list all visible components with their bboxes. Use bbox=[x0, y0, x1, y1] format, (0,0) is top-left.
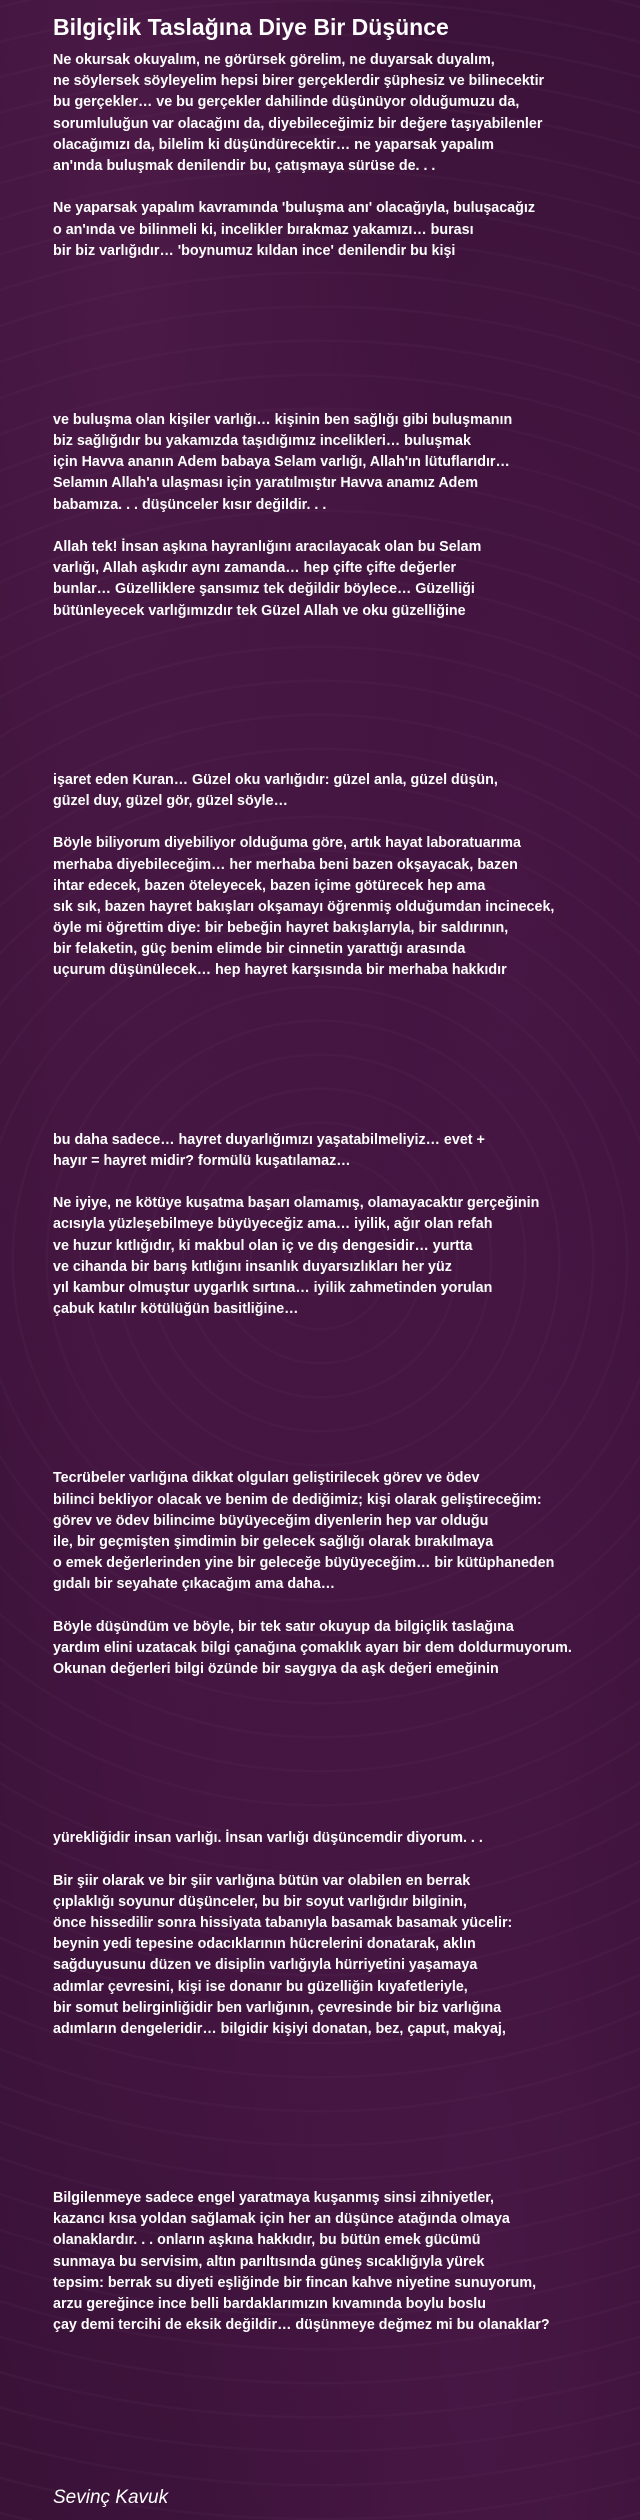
poem-line: çıplaklığı soyunur düşünceler, bu bir soyut varlığıdır bilginin, bbox=[53, 1893, 467, 1910]
poem-line: çay demi tercihi de eksik değildir… düşünmeye değmez mi bu olanaklar? bbox=[53, 2317, 550, 2334]
stanza bbox=[53, 537, 632, 622]
poem-line: görev ve ödev bilincime büyüyeceğim diyenlerin hep var olduğu bbox=[53, 1512, 489, 1529]
poem-line: için Havva ananın Adem babaya Selam varlığı, Allah'ın lütuflarıdır… bbox=[53, 454, 510, 471]
poem-line: bir somut belirginliğidir ben varlığının, çevresinde bir biz varlığına bbox=[53, 1999, 502, 2016]
stanza-spacer bbox=[53, 1595, 632, 1616]
poem-line: bu daha sadece… hayret duyarlığımızı yaşatabilmeliyiz… evet + bbox=[53, 1131, 485, 1148]
stanza-spacer bbox=[53, 1172, 632, 1193]
poem-line: çabuk katılır kötülüğün basitliğine… bbox=[53, 1301, 299, 1318]
poem-line: Bir şiir olarak ve bir şiir varlığına bütün var olabilen en berrak bbox=[53, 1872, 471, 1889]
poem-line: ve cihanda bir barış kıtlığını insanlık duyarsızlıkları her yüz bbox=[53, 1258, 452, 1275]
stanza bbox=[53, 1468, 632, 1595]
poem-line: yürekliğidir insan varlığı. İnsan varlığı düşüncemdir diyorum. . . bbox=[53, 1830, 483, 1847]
poem-line: yardım elini uzatacak bilgi çanağına çomaklık ayarı bir dem doldurmuyorum. bbox=[53, 1639, 572, 1656]
stanza-spacer bbox=[53, 262, 632, 410]
poem-line: ile, bir geçmişten şimdimin bir gelecek sağlığı olarak bırakılmaya bbox=[53, 1533, 494, 1550]
stanza bbox=[53, 198, 632, 262]
stanza-spacer bbox=[53, 1849, 632, 1870]
poem-line: babamıza. . . düşünceler kısır değildir. . . bbox=[53, 496, 327, 513]
poem-line: sağduyusunu düzen ve disiplin varlığıyla hürriyetini yaşamaya bbox=[53, 1957, 478, 1974]
poem-line: kazancı kısa yoldan sağlamak için her an düşünce atağında olmaya bbox=[53, 2211, 510, 2228]
stanza bbox=[53, 50, 632, 177]
poem-line: ve huzur kıtlığıdır, ki makbul olan iç ve dış dengesidir… yurtta bbox=[53, 1237, 473, 1254]
poem-line: Allah tek! İnsan aşkına hayranlığını aracılayacak olan bu Selam bbox=[53, 539, 482, 555]
poem-line: sorumluluğun var olacağını da, diyebileceğimiz bir değere taşıyabilenler bbox=[53, 115, 543, 132]
poem-author: Sevinç Kavuk bbox=[53, 2487, 169, 2508]
poem-line: adımlar çevresini, kişi ise donanır bu güzelliğin kıyafetleriyle, bbox=[53, 1978, 468, 1995]
poem-line: Böyle düşündüm ve böyle, bir tek satır okuyup da bilgiçlik taslağına bbox=[53, 1618, 514, 1635]
poem-line: Ne okursak okuyalım, ne görürsek görelim, ne duyarsak duyalım, bbox=[53, 52, 495, 68]
poem-line: bu gerçekler… ve bu gerçekler dahilinde düşünüyor olduğumuzu da, bbox=[53, 94, 520, 111]
poem-line: Selamın Allah'a ulaşması için yaratılmıştır Havva anamız Adem bbox=[53, 475, 479, 492]
poem-line: güzel duy, güzel gör, güzel söyle… bbox=[53, 792, 288, 809]
poem-line: Böyle biliyorum diyebiliyor olduğuma göre, artık hayat laboratuarıma bbox=[53, 835, 521, 852]
stanza bbox=[53, 1193, 632, 1320]
stanza bbox=[53, 833, 632, 981]
poem-body bbox=[53, 50, 632, 2336]
poem-line: hayır = hayret midir? formülü kuşatılamaz… bbox=[53, 1152, 351, 1169]
stanza bbox=[53, 410, 632, 516]
poem-line: ne söylersek söyleyelim hepsi birer gerçeklerdir şüphesiz ve bilinecektir bbox=[53, 73, 545, 90]
poem-line: olacağımızı da, bilelim ki düşündürecektir… ne yaparsak yapalım bbox=[53, 136, 494, 153]
poem-line: varlığı, Allah aşkıdır aynı zamanda… hep çifte çifte değerler bbox=[53, 560, 457, 577]
poem-line: o an'ında ve bilinmeli ki, incelikler bırakmaz yakamızı… burası bbox=[53, 221, 474, 238]
stanza-spacer bbox=[53, 1680, 632, 1828]
stanza-spacer bbox=[53, 516, 632, 537]
stanza-spacer bbox=[53, 812, 632, 833]
poem-line: bunlar… Güzelliklere şansımız tek değildir böylece… Güzelliği bbox=[53, 581, 475, 598]
poem-line: acısıyla yüzleşebilmeye büyüyeceğiz ama… iyilik, ağır olan refah bbox=[53, 1216, 493, 1233]
poem-line: ve buluşma olan kişiler varlığı… kişinin ben sağlığı gibi buluşmanın bbox=[53, 411, 513, 428]
poem-line: işaret eden Kuran… Güzel oku varlığıdır: güzel anla, güzel düşün, bbox=[53, 771, 498, 788]
poem-line: bütünleyecek varlığımızdır tek Güzel Allah ve oku güzelliğine bbox=[53, 602, 466, 619]
poem-line: uçurum düşünülecek… hep hayret karşısında bir merhaba hakkıdır bbox=[53, 962, 507, 979]
poem-line: gıdalı bir seyahate çıkacağım ama daha… bbox=[53, 1576, 336, 1593]
stanza-spacer bbox=[53, 1320, 632, 1468]
poem-line: tepsim: berrak su diyeti eşliğinde bir fincan kahve niyetine sunuyorum, bbox=[53, 2274, 537, 2291]
poem-line: Tecrübeler varlığına dikkat olguları geliştirilecek görev ve ödev bbox=[53, 1470, 480, 1487]
stanza bbox=[53, 1130, 632, 1172]
poem-line: önce hissedilir sonra hissiyata tabanıyla basamak basamak yücelir: bbox=[53, 1914, 513, 1931]
poem-line: Bilgilenmeye sadece engel yaratmaya kuşanmış sinsi zihniyetler, bbox=[53, 2190, 495, 2207]
poem-line: yıl kambur olmuştur uygarlık sırtına… iyilik zahmetinden yorulan bbox=[53, 1279, 493, 1296]
poem-line: ihtar edecek, bazen öteleyecek, bazen içime götürecek hep ama bbox=[53, 877, 486, 894]
poem-line: merhaba diyebileceğim… her merhaba beni bazen okşayacak, bazen bbox=[53, 856, 518, 873]
stanza bbox=[53, 1828, 632, 1849]
poem-line: bilinci bekliyor olacak ve benim de dediğimiz; kişi olarak geliştireceğim: bbox=[53, 1491, 542, 1508]
stanza bbox=[53, 2188, 632, 2336]
poem-line: sunmaya bu servisim, altın parıltısında güneş sıcaklığıyla yürek bbox=[53, 2253, 485, 2270]
stanza-spacer bbox=[53, 622, 632, 770]
stanza-spacer bbox=[53, 982, 632, 1130]
stanza bbox=[53, 1617, 632, 1681]
poem-line: beynin yedi tepesine odacıklarının hücrelerini donatarak, aklın bbox=[53, 1936, 476, 1953]
poem-line: an'ında buluşmak denilendir bu, çatışmaya sürüse de. . . bbox=[53, 157, 436, 174]
poem-line: öyle mi öğrettim diye: bir bebeğin hayret bakışlarıyla, bir saldırının, bbox=[53, 920, 509, 937]
poem-line: Ne iyiye, ne kötüye kuşatma başarı olamamış, olamayacaktır gerçeğinin bbox=[53, 1195, 540, 1212]
poem-line: Okunan değerleri bilgi özünde bir saygıya da aşk değeri emeğinin bbox=[53, 1661, 499, 1677]
stanza bbox=[53, 770, 632, 812]
stanza-spacer bbox=[53, 177, 632, 198]
poem-line: bir biz varlığıdır… 'boynumuz kıldan ince' denilendir bu kişi bbox=[53, 242, 456, 259]
poem-line: sık sık, bazen hayret bakışları okşamayı öğrenmiş olduğumdan incinecek, bbox=[53, 898, 555, 915]
poem-line: o emek değerlerinden yine bir geleceğe büyüyeceğim… bir kütüphaneden bbox=[53, 1555, 555, 1572]
poem-line: arzu gereğince ince belli bardaklarımızın kıvamında boylu boslu bbox=[53, 2296, 487, 2312]
poem-title: Bilgiçlik Taslağına Diye Bir Düşünce bbox=[53, 14, 449, 40]
poem-line: adımların dengeleridir… bilgidir kişiyi donatan, bez, çaput, makyaj, bbox=[53, 2020, 506, 2037]
poem-line: biz sağlığıdır bu yakamızda taşıdığımız incelikleri… buluşmak bbox=[53, 433, 471, 450]
poem-line: Ne yaparsak yapalım kavramında 'buluşma anı' olacağıyla, buluşacağız bbox=[53, 200, 535, 217]
poem-line: olanaklardır. . . onların aşkına hakkıdır, bu bütün emek gücümü bbox=[53, 2232, 481, 2249]
stanza-spacer bbox=[53, 2040, 632, 2188]
stanza bbox=[53, 1871, 632, 2041]
poem-line: bir felaketin, güç benim elimde bir cinnetin yarattığı arasında bbox=[53, 941, 466, 958]
